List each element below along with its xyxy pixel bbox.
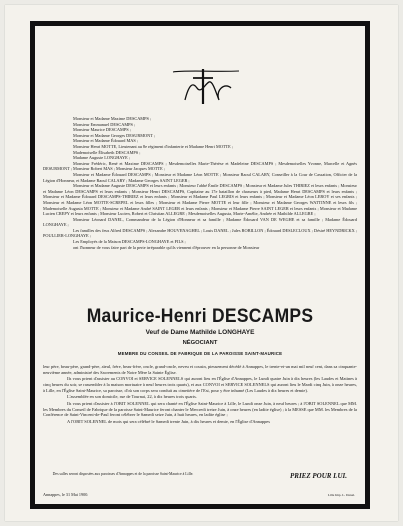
family-line: Les familles des feus Alfred DESCAMPS ; Alexandre HOUVENAGHEL ; Louis DANEL ; Jules ROBILLON ; Édouard DESLECLOUX ; Désiré HEYNDRICKX ; POULLIER-LONGHAYE ; xyxy=(43,227,357,239)
body-paragraph: A l'OBIT SOLENNEL de mois qui sera célébré le Samedi trente Juin, à dix heures et demie, en l'Église d'Annappes xyxy=(67,419,270,425)
family-list xyxy=(43,116,357,250)
family-line: Monsieur Léonard DANEL, Commandeur de la Légion d'Honneur et sa famille ; Madame Édouard VAN DE WEGHE et sa famille ; Madame Édouard LONGHAYE ; xyxy=(43,216,357,228)
family-line: Les Employés de la Maison DESCAMPS-LONGHAYE et FILS ; xyxy=(73,239,186,245)
family-line: Mademoiselle Élisabeth DESCAMPS ; xyxy=(73,149,141,155)
family-line: Monsieur Henri MOTTE, Lieutenant au 8e régiment d'infanterie et Madame Henri MOTTE ; xyxy=(73,143,234,149)
cross-monogram-icon xyxy=(155,66,255,106)
body-paragraph: L'assemblée en son domicile, rue de Tournai, 22, à dix heures trois quarts. xyxy=(67,394,197,400)
letter-footer xyxy=(43,472,357,512)
printer-credit: Lille Imp. L. Danel. xyxy=(327,493,355,497)
profession-line: NÉGOCIANT xyxy=(182,340,218,346)
body-paragraph: Ils vous prient d'assister à l'OBIT SOLENNEL qui sera chanté en l'Église Saint-Maurice à Lille, le Lundi onze Juin, à neuf heures ; à l'OBIT SOLENNEL que MM. les Membres du Conseil de Fabrique de la paroisse Saint-Maurice feront chanter le Mercredi treize Juin, à onze heures (en ladite église) ; à la MESSE que MM. les Membres de la Conférence de Saint-Vincent-de-Paul feront célébrer le Samedi seize Juin, à huit heures, en ladite église ; xyxy=(43,401,357,418)
family-line: Monsieur Emmanuel DESCAMPS ; xyxy=(73,121,136,127)
body-paragraph: leur père, beau-père, grand-père, aïeul, frère, beau-frère, oncle, grand-oncle, neveu et cousin, pieusement décédé à Annappes, le trente-et-un mai mil neuf cent, dans sa cinquante-neuvième année, administré des Sacrements de Notre Mère la Sainte Église. xyxy=(43,364,357,375)
family-line: Monsieur Maurice DESCAMPS ; xyxy=(73,127,131,133)
family-line: Monsieur et Madame Édouard MAS ; xyxy=(73,138,139,144)
announcement-body xyxy=(43,364,357,426)
letter-content xyxy=(43,34,357,496)
family-line: Madame Auguste LONGHAYE ; xyxy=(73,155,131,161)
black-border-frame xyxy=(30,21,370,509)
family-line: ont l'honneur de vous faire part de la perte irréparable qu'ils viennent d'éprouver en la personne de Monsieur xyxy=(73,244,260,250)
family-line: Monsieur et Madame Édouard DESCAMPS ; Monsieur et Madame Léon MOTTE ; Monsieur Raoul CALARY, Conseiller à la Cour de Cassation, Officier de la Légion d'Honneur, et Madame Raoul CALARY ; Madame Georges SAINT LEGER ; xyxy=(43,171,357,183)
place-and-date: Annappes, le 31 Mai 1900. xyxy=(43,492,89,497)
body-paragraph: Ils vous prient d'assister au CONVOI et SERVICE SOLENNELS qui auront lieu en l'Église d'Annappes, le Lundi quatre Juin à dix heures (les Laudes et Matines à cinq heures du soir, se rassembler à la maison mortuaire à neuf heures trois quarts), et aux CONVOI et SERVICE SOLENNELS qui auront lieu le Mardi cinq Juin, à onze heures, à Lille, en l'Église Saint-Maurice, sa paroisse, d'où son corps sera conduit au cimetière de l'Est, pour y être inhumé (Les Laudes à dix heures et demie). xyxy=(43,376,357,393)
family-line: Monsieur et Madame Auguste DESCAMPS et leurs enfants ; Monsieur l'abbé Émile DESCAMPS ; Monsieur et Madame Jules THIRIEZ et leurs enfants ; Monsieur et Madame Léon DESCAMPS et leurs enfants ; Monsieur Henri DESCAMPS, Capitaine au 17e bataillon de chasseurs à pied, Madame Henri DESCAMPS et leurs enfants ; Monsieur et Madame Édouard DESCAMPS-THIRIEZ et leurs enfants ; Monsieur et Madame Paul LEGRIS et leurs enfants ; Monsieur et Madame Léon LEROY et ses enfants ; Monsieur et Madame Léon MOTTE-SCREPEL et leurs filles ; Monsieur et Madame Pierre MOTTE et leur fille ; Monsieur et Madame Georges WATTINNE et leurs fils ; Mademoiselle Augusta MOTTE ; Monsieur et Madame André SAINT LEGER et leurs enfants ; Monsieur et Madame Pierre SAINT LEGER et leurs enfants ; Monsieur et Madame Lucien CREPY et leurs enfants ; Monsieur Lucien, Robert et Christian ALLEGRE ; Mesdemoiselles Augusta, Marie-Amélie, Andrée et Mathilde ALLEGRE ; xyxy=(43,183,357,217)
footer-note: Des salles seront disposées aux paroisses d'Annappes et de la paroisse Saint-Maurice à Lille. xyxy=(52,472,194,476)
widower-line: Veuf de Dame Mathilde LONGHAYE xyxy=(145,329,255,336)
mourning-letter-sheet xyxy=(5,5,398,521)
deceased-name: Maurice-Henri DESCAMPS xyxy=(86,306,314,327)
family-line: Monsieur et Madame Georges DESURMONT ; xyxy=(73,132,156,138)
membership-line: MEMBRE DU CONSEIL DE FABRIQUE DE LA PAROISSE SAINT-MAURICE xyxy=(117,351,283,356)
priez-pour-lui: PRIEZ POUR LUI. xyxy=(290,472,347,480)
family-line: Monsieur et Madame Maxime DESCAMPS ; xyxy=(73,116,152,121)
family-line: Monsieur Frédéric, René et Maxime DESCAMPS ; Mesdemoiselles Marie-Thérèse et Madeleine DESCAMPS ; Mesdemoiselles Yvonne, Marcelle et Agnès DESURMONT ; Monsieur Robert MAS ; Monsieur Jacques MOTTE ; xyxy=(43,160,357,172)
